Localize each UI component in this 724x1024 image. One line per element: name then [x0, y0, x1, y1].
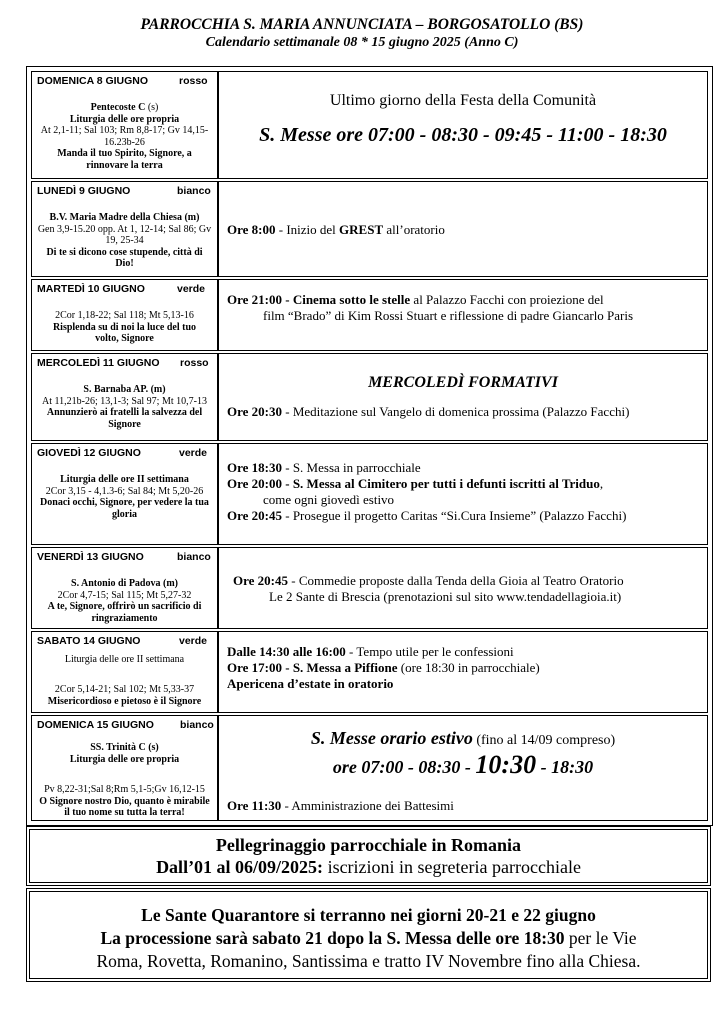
calendar-frame: [26, 66, 713, 826]
notice-line: La processione sarà sabato 21 dopo la S. Messa delle ore 18:30 per le Vie: [100, 928, 637, 948]
readings-text: At 2,1-11; Sal 103; Rm 8,8-17; Gv 14,15-16.23b-26: [40, 125, 209, 148]
day-name: VENERDÌ 13 GIUGNO: [37, 551, 144, 563]
liturgical-color: rosso: [180, 357, 209, 369]
day-events-giovedi-12: [218, 443, 708, 545]
day-events-domenica-8: [218, 71, 708, 179]
event-intro: Ultimo giorno della Festa della Comunità: [329, 92, 597, 109]
day-name: LUNEDÌ 9 GIUGNO: [37, 185, 131, 197]
readings-text: 2Cor 3,15 - 4,1.3-6; Sal 84; Mt 5,20-26: [45, 485, 204, 497]
liturgy-text: Liturgia delle ore II settimana: [60, 474, 189, 485]
liturgical-color: bianco: [177, 551, 211, 563]
response-text: Risplenda su di noi la luce del tuo volto, Signore: [52, 321, 197, 344]
feast-name: Pentecoste C: [90, 102, 146, 113]
messe-title-line: S. Messe orario estivo (fino al 14/09 compreso): [310, 728, 616, 748]
feast-name: SS. Trinità C (s): [90, 742, 159, 753]
notice-title: Pellegrinaggio parrocchiale in Romania: [215, 835, 522, 855]
liturgy-text: Liturgia delle ore II settimana: [64, 654, 185, 665]
liturgy-text: Liturgia delle ore propria: [69, 753, 180, 765]
day-name: GIOVEDÌ 12 GIUGNO: [37, 447, 141, 459]
readings-text: 2Cor 5,14-21; Sal 102; Mt 5,33-37: [54, 684, 195, 695]
readings-text: 2Cor 1,18-22; Sal 118; Mt 5,13-16: [55, 310, 194, 321]
response-text: Manda il tuo Spirito, Signore, a rinnovare la terra: [57, 148, 192, 171]
response-text: Misericordioso e pietoso è il Signore: [47, 695, 202, 707]
day-info-lunedi-9: [31, 181, 218, 277]
day-events-martedi-10: [218, 279, 708, 351]
day-info-sabato-14: [31, 631, 218, 713]
event-line: Ore 8:00 - Inizio del GREST all’oratorio: [227, 222, 445, 237]
section-heading: MERCOLEDÌ FORMATIVI: [368, 374, 558, 391]
day-name: MARTEDÌ 10 GIUGNO: [37, 283, 145, 295]
page-subtitle: Calendario settimanale 08 * 15 giugno 2025 (Anno C): [205, 35, 519, 50]
feast-name: S. Antonio di Padova (m): [71, 578, 178, 589]
liturgical-color: verde: [179, 635, 208, 647]
feast-name: S. Barnaba AP. (m): [83, 384, 166, 395]
day-events-mercoledi-11: [218, 353, 708, 441]
feast-name: B.V. Maria Madre della Chiesa (m): [49, 212, 200, 223]
notice-line: Roma, Rovetta, Romanino, Santissima e tratto IV Novembre fino alla Chiesa.: [96, 951, 641, 971]
response-text: A te, Signore, offrirò un sacrificio di ringraziamento: [47, 601, 202, 624]
messe-times: ore 07:00 - 08:30 - 10:30 - 18:30: [332, 750, 594, 779]
notice-quarantore: [26, 888, 711, 982]
day-name: SABATO 14 GIUGNO: [37, 635, 141, 647]
response-text: Donaci occhi, Signore, per vedere la tua gloria: [40, 497, 209, 520]
liturgical-color: bianco: [177, 185, 211, 197]
day-events-sabato-14: [218, 631, 708, 713]
event-line: Ore 20:45 - Commedie proposte dalla Tenda della Gioia al Teatro Oratorio Le 2 Sante di Brescia (prenotazioni sul sito www.tendadellagioia.it): [233, 573, 624, 604]
readings-text: Pv 8,22-31;Sal 8;Rm 5,1-5;Gv 16,12-15: [44, 784, 205, 795]
response-text: Annunzierò ai fratelli la salvezza del Signore: [46, 407, 203, 430]
messe-times: S. Messe ore 07:00 - 08:30 - 09:45 - 11:00 - 18:30: [259, 124, 667, 146]
liturgical-color: verde: [179, 447, 208, 459]
notice-line: Dall’01 al 06/09/2025: iscrizioni in segreteria parrocchiale: [156, 857, 581, 877]
day-events-lunedi-9: [218, 181, 708, 277]
feast-suffix: (s): [147, 102, 159, 113]
day-name: DOMENICA 15 GIUGNO: [37, 719, 154, 731]
response-text: O Signore nostro Dio, quanto è mirabile il tuo nome su tutta la terra!: [39, 795, 210, 818]
liturgical-color: bianco: [180, 719, 214, 731]
day-name: DOMENICA 8 GIUGNO: [37, 75, 149, 87]
event-lines: Ore 18:30 - S. Messa in parrocchiale Ore 20:00 - S. Messa al Cimitero per tutti i defunti iscritti al Triduo, come ogni giovedì estivo Ore 20:45 - Prosegue il progetto Caritas “Si.Cura Insieme” (Palazzo Facchi): [227, 460, 627, 523]
day-info-martedi-10: [31, 279, 218, 351]
day-info-domenica-15: [31, 715, 218, 821]
readings-text: Gen 3,9-15.20 opp. At 1, 12-14; Sal 86; Gv 19, 25-34: [37, 223, 212, 246]
response-text: Di te si dicono cose stupende, città di Dio!: [46, 246, 203, 269]
liturgy-text: Liturgia delle ore propria: [69, 113, 180, 125]
day-info-giovedi-12: [31, 443, 218, 545]
day-events-domenica-15: [218, 715, 708, 821]
day-info-domenica-8: [31, 71, 218, 179]
liturgical-color: verde: [177, 283, 206, 295]
liturgical-color: rosso: [179, 75, 208, 87]
readings-text: 2Cor 4,7-15; Sal 115; Mt 5,27-32: [57, 589, 192, 601]
notice-pellegrinaggio: [26, 826, 711, 886]
event-line: Ore 21:00 - Cinema sotto le stelle al Palazzo Facchi con proiezione del film “Brado” di Kim Rossi Stuart e riflessione di padre Giancarlo Paris: [227, 292, 634, 323]
day-name: MERCOLEDÌ 11 GIUGNO: [37, 357, 160, 369]
readings-text: At 11,21b-26; 13,1-3; Sal 97; Mt 10,7-13: [42, 395, 207, 407]
day-events-venerdi-13: [218, 547, 708, 629]
page-title: PARROCCHIA S. MARIA ANNUNCIATA – BORGOSATOLLO (BS): [140, 16, 584, 33]
event-lines: Dalle 14:30 alle 16:00 - Tempo utile per le confessioni Ore 17:00 - S. Messa a Piffione (ore 18:30 in parrocchiale) Apericena d’estate in oratorio: [227, 644, 540, 691]
day-info-venerdi-13: [31, 547, 218, 629]
event-line: Ore 20:30 - Meditazione sul Vangelo di domenica prossima (Palazzo Facchi): [227, 404, 630, 419]
day-info-mercoledi-11: [31, 353, 218, 441]
event-line: Ore 11:30 - Amministrazione dei Battesimi: [227, 798, 454, 813]
notice-title: Le Sante Quarantore si terranno nei giorni 20-21 e 22 giugno: [141, 905, 596, 925]
